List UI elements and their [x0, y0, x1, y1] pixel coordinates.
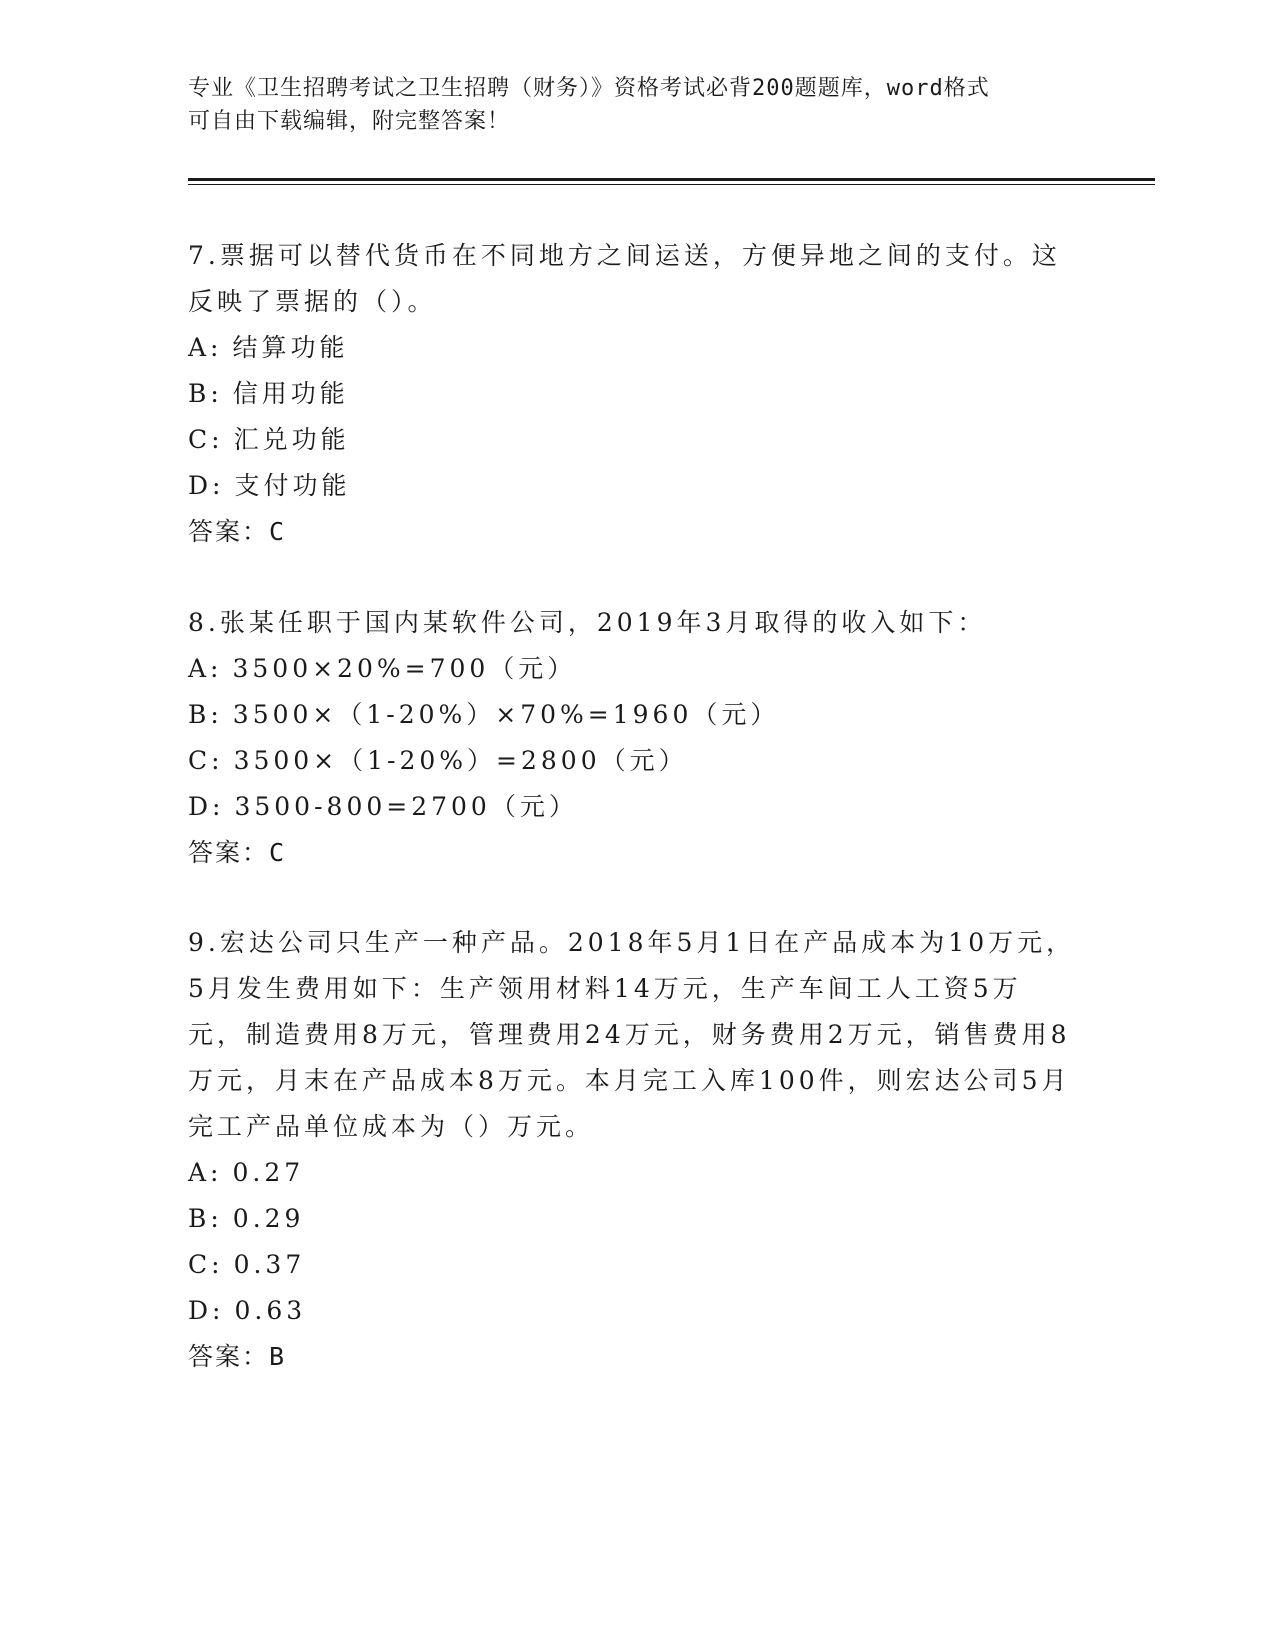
question-9	[188, 920, 1078, 1380]
document-header	[188, 72, 1088, 138]
option-text: 0.29	[232, 1204, 305, 1233]
option-label: D:	[188, 471, 225, 500]
option-b	[188, 692, 1078, 738]
option-label: A:	[188, 654, 223, 683]
option-c	[188, 1242, 1078, 1288]
option-label: C:	[188, 425, 224, 454]
option-d	[188, 784, 1078, 830]
question-stem: 9.宏达公司只生产一种产品。2018年5月1日在产品成本为10万元，5月发生费用如下：生产领用材料14万元，生产车间工人工资5万元，制造费用8万元，管理费用24万元，财务费用2万元，销售费用8万元，月末在产品成本8万元。本月完工入库100件，则宏达公司5月完工产品单位成本为（）万元。	[188, 928, 1076, 1141]
option-b	[188, 371, 1078, 417]
question-7	[188, 233, 1078, 555]
option-text: 0.27	[232, 1158, 305, 1187]
option-text: 3500×（1-20%）=2800（元）	[233, 746, 688, 775]
option-text: 3500-800=2700（元）	[234, 792, 578, 821]
option-b	[188, 1196, 1078, 1242]
option-c	[188, 417, 1078, 463]
option-a	[188, 325, 1078, 371]
answer: 答案：C	[188, 838, 287, 867]
option-d	[188, 463, 1078, 509]
option-d	[188, 1288, 1078, 1334]
option-text: 结算功能	[232, 333, 349, 362]
option-text: 汇兑功能	[233, 425, 350, 454]
question-8	[188, 600, 1078, 876]
header-divider-thin	[188, 184, 1155, 185]
option-label: D:	[188, 1296, 225, 1325]
option-a	[188, 646, 1078, 692]
option-label: D:	[188, 792, 225, 821]
answer: 答案：C	[188, 517, 287, 546]
header-line-1: 专业《卫生招聘考试之卫生招聘（财务）》资格考试必背200题题库，word格式	[188, 76, 990, 101]
option-text: 3500×20%=700（元）	[232, 654, 577, 683]
option-c	[188, 738, 1078, 784]
option-a	[188, 1150, 1078, 1196]
option-text: 信用功能	[232, 379, 349, 408]
option-label: B:	[188, 700, 223, 729]
option-text: 支付功能	[234, 471, 351, 500]
option-label: C:	[188, 746, 224, 775]
question-stem: 8.张某任职于国内某软件公司，2019年3月取得的收入如下：	[188, 608, 987, 637]
header-divider-thick	[188, 178, 1155, 181]
header-line-2: 可自由下载编辑，附完整答案！	[188, 109, 511, 134]
question-stem: 7.票据可以替代货币在不同地方之间运送，方便异地之间的支付。这反映了票据的（）。	[188, 241, 1061, 316]
option-text: 0.37	[233, 1250, 306, 1279]
option-label: B:	[188, 379, 223, 408]
option-text: 0.63	[234, 1296, 307, 1325]
option-label: C:	[188, 1250, 224, 1279]
option-label: B:	[188, 1204, 223, 1233]
option-label: A:	[188, 1158, 223, 1187]
option-label: A:	[188, 333, 223, 362]
answer: 答案：B	[188, 1342, 287, 1371]
option-text: 3500×（1-20%）×70%=1960（元）	[232, 700, 780, 729]
